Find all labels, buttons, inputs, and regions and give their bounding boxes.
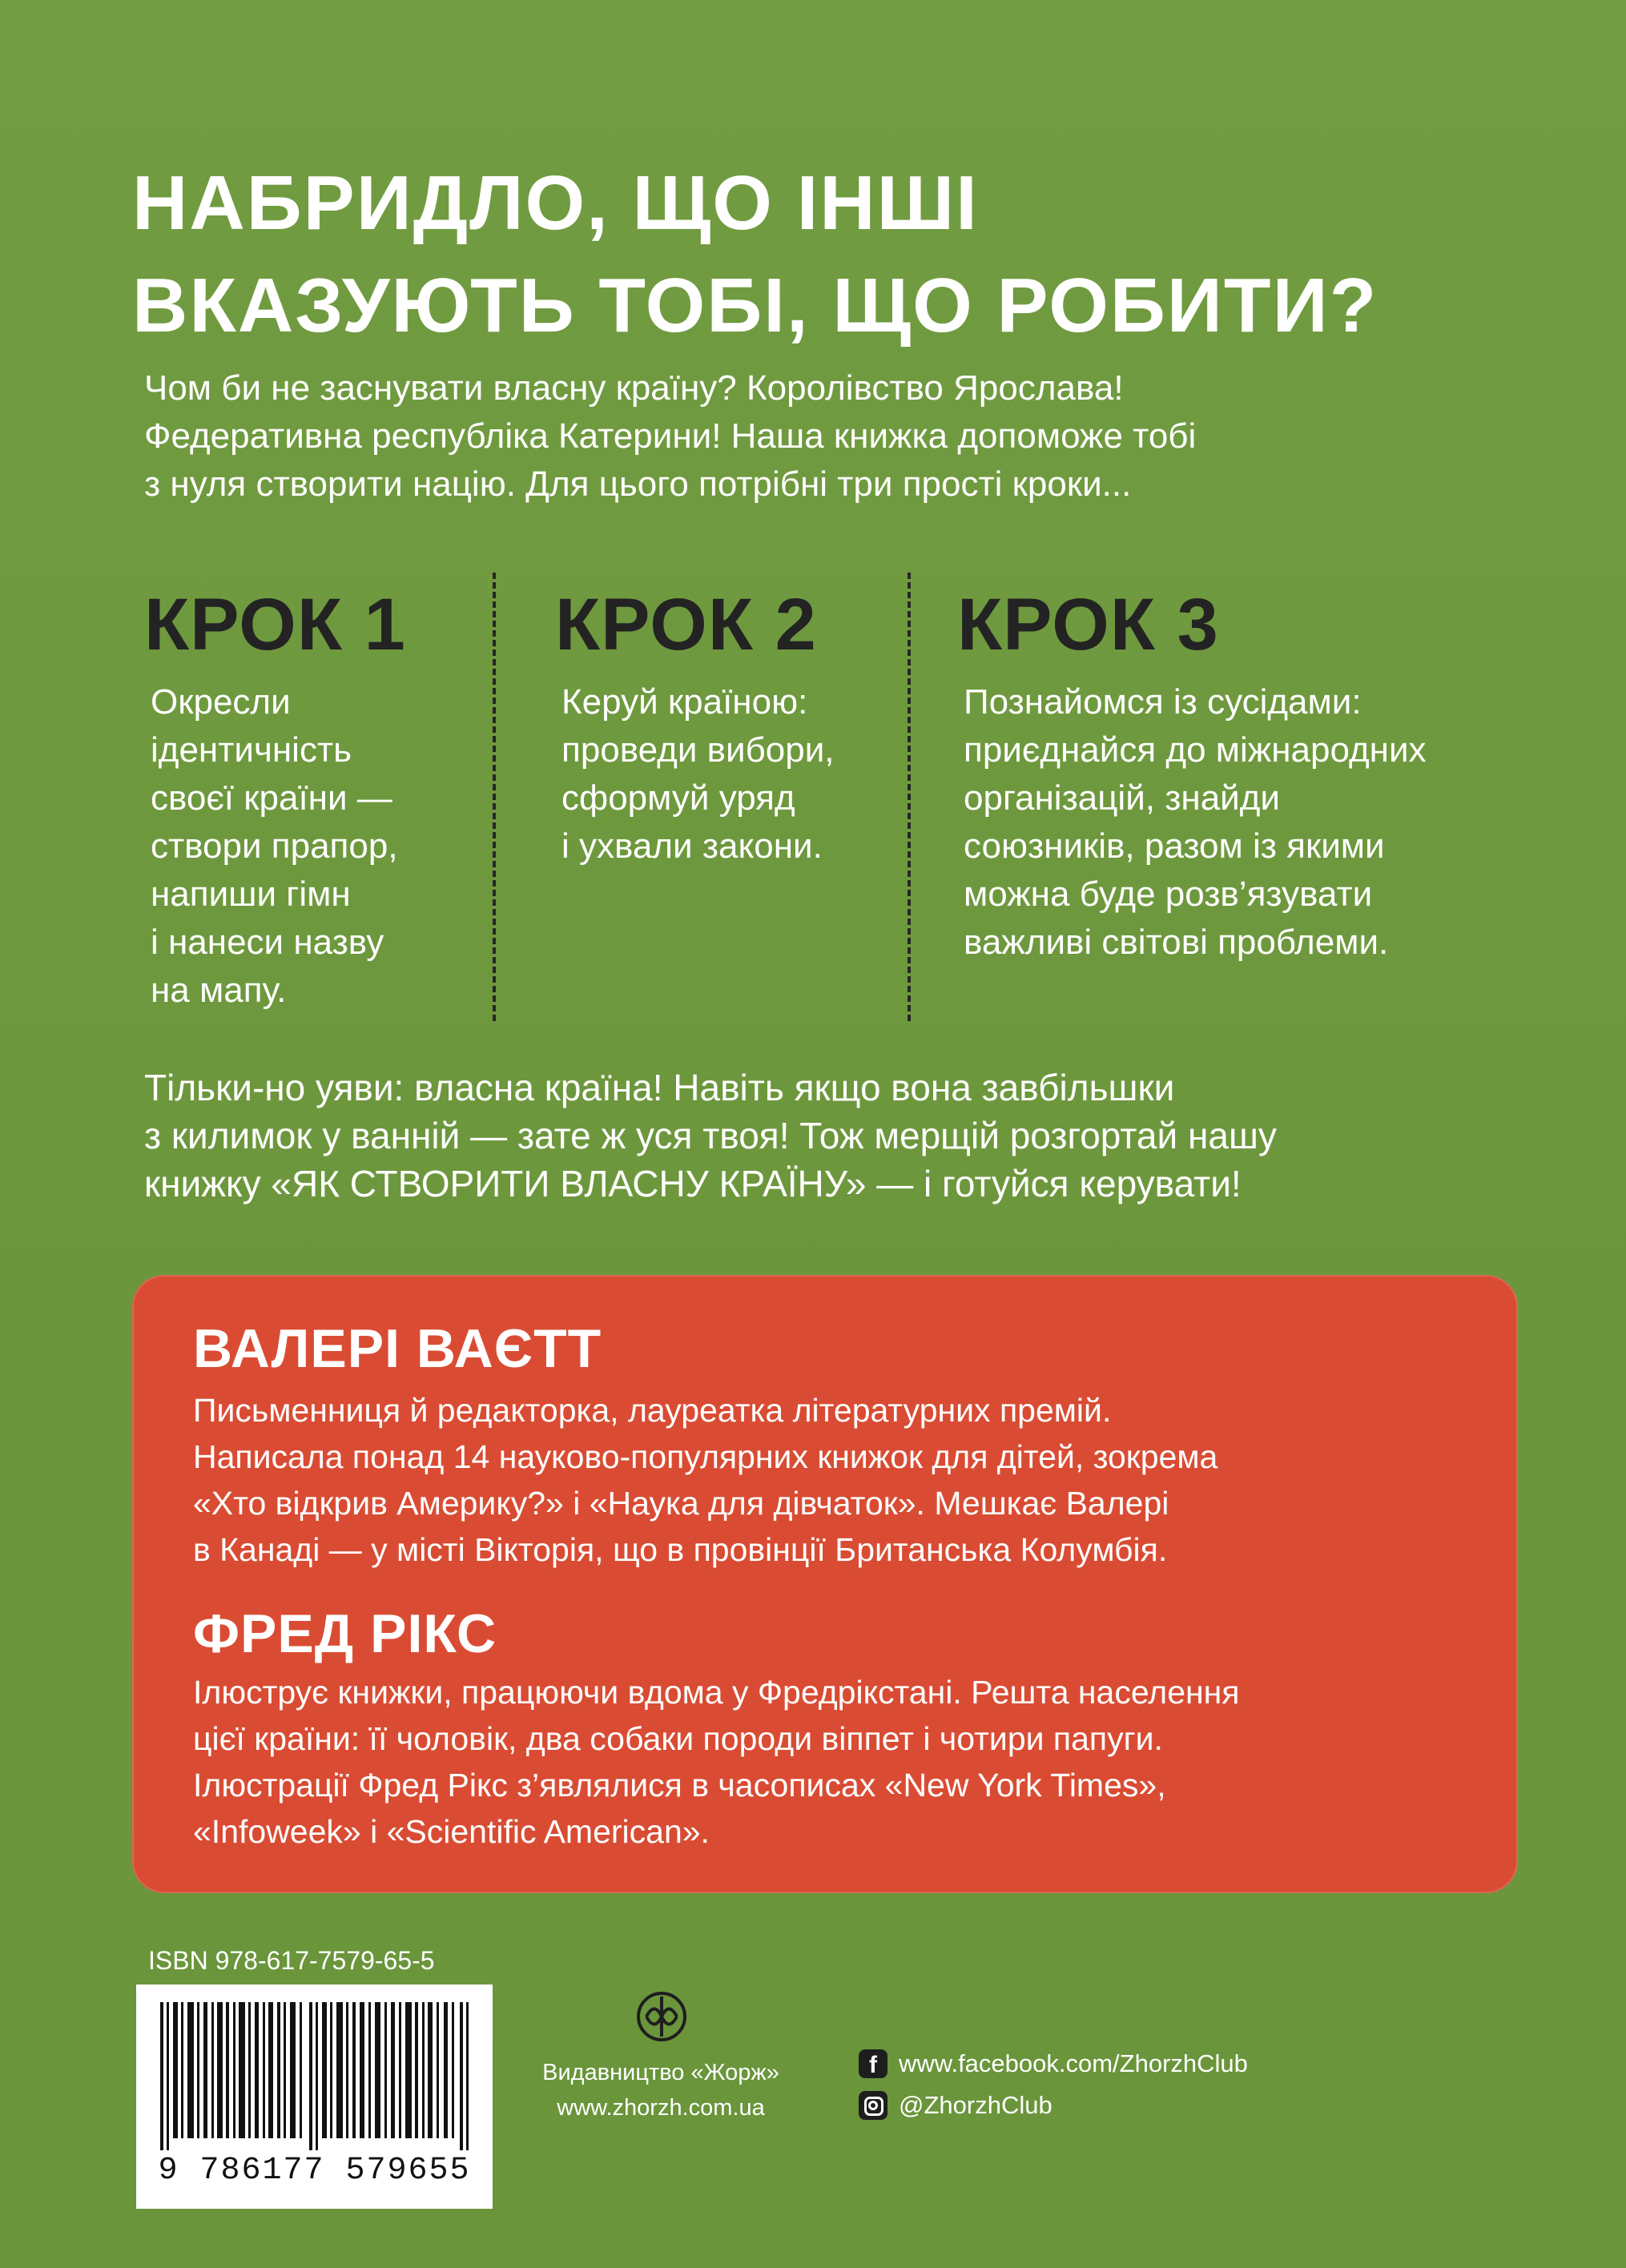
isbn-label: ISBN 978-617-7579-65-5 [148, 1946, 435, 1975]
facebook-glyph: f [869, 2052, 877, 2078]
facebook-row [859, 2048, 1248, 2080]
bio-line: Ілюструє книжки, працюючи вдома у Фредрікстані. Решта населення [193, 1674, 1240, 1711]
barcode-digits: 9 786177 579655 [158, 2153, 471, 2189]
author-bio-fred [193, 1669, 1507, 1855]
facebook-link: www.facebook.com/ZhorzhClub [899, 2049, 1248, 2077]
facebook-icon [859, 2049, 887, 2078]
closing-line: Тільки-но уяви: власна країна! Навіть якщо вона завбільшки [144, 1067, 1175, 1108]
instagram-icon [859, 2091, 887, 2120]
step-divider-2 [908, 573, 911, 1021]
step-line: Окресли [151, 682, 291, 722]
step-line: створи прапор, [151, 826, 398, 866]
step-line: організацій, знайди [964, 778, 1280, 818]
step-line: своєї країни — [151, 778, 392, 818]
publisher-website: www.zhorzh.com.ua [557, 2095, 765, 2121]
authors-panel [132, 1275, 1518, 1893]
step-line: і нанеси назву [151, 923, 384, 962]
bio-line: «Хто відкрив Америку?» і «Наука для дівчаток». Мешкає Валері [193, 1485, 1169, 1522]
instagram-row [859, 2089, 1052, 2121]
step-line: на мапу. [151, 971, 287, 1010]
bio-line: Написала понад 14 науково-популярних книжок для дітей, зокрема [193, 1438, 1218, 1475]
bio-line: Ілюстрації Фред Рікс з’являлися в часописах «New York Times», [193, 1767, 1166, 1804]
closing-paragraph [144, 1064, 1570, 1208]
step-3 [957, 581, 1582, 967]
step-2 [555, 581, 924, 871]
closing-line: з килимок у ванній — зате ж уся твоя! Тож мерщій розгортай нашу [144, 1115, 1277, 1156]
headline-line: ВКАЗУЮТЬ ТОБІ, ЩО РОБИТИ? [132, 263, 1378, 348]
step-3-text [964, 678, 1582, 967]
step-line: Керуй країною: [561, 682, 808, 722]
bio-line: цієї країни: її чоловік, два собаки породи віппет і чотири папуги. [193, 1720, 1163, 1757]
step-line: проведи вибори, [561, 730, 835, 770]
step-line: Познайомся із сусідами: [964, 682, 1362, 722]
headline [132, 152, 1574, 357]
instagram-handle: @ZhorzhClub [899, 2091, 1052, 2119]
intro-paragraph [144, 364, 1554, 509]
step-line: можна буде розв’язувати [964, 875, 1373, 914]
headline-line: НАБРИДЛО, ЩО ІНШІ [132, 160, 979, 246]
step-2-title: КРОК 2 [555, 584, 817, 666]
intro-line: Чом би не заснувати власну країну? Королівство Ярослава! [144, 368, 1124, 408]
step-line: союзників, разом із якими [964, 826, 1385, 866]
step-line: приєднайся до міжнародних [964, 730, 1427, 770]
step-line: ідентичність [151, 730, 352, 770]
step-1 [144, 581, 545, 1015]
step-2-text [561, 678, 924, 871]
step-1-title: КРОК 1 [144, 584, 406, 666]
barcode-bars [155, 2002, 476, 2150]
author-bio-valerie [193, 1387, 1507, 1573]
step-1-text [151, 678, 545, 1015]
closing-line: книжку «ЯК СТВОРИТИ ВЛАСНУ КРАЇНУ» — і готуйся керувати! [144, 1163, 1242, 1204]
step-line: важливі світові проблеми. [964, 923, 1389, 962]
intro-line: Федеративна республіка Катерини! Наша книжка допоможе тобі [144, 416, 1197, 456]
author-name-valerie: ВАЛЕРІ ВАЄТТ [193, 1318, 602, 1379]
step-line: напиши гімн [151, 875, 351, 914]
publisher-name: Видавництво «Жорж» [542, 2060, 779, 2085]
author-name-fred: ФРЕД РІКС [193, 1603, 497, 1664]
step-line: сформуй уряд [561, 778, 795, 818]
publisher-logo-icon [635, 1990, 688, 2047]
intro-line: з нуля створити націю. Для цього потрібні три прості кроки... [144, 464, 1132, 504]
bio-line: в Канаді — у місті Вікторія, що в провінції Британська Колумбія. [193, 1531, 1168, 1568]
step-3-title: КРОК 3 [957, 584, 1219, 666]
bio-line: Письменниця й редакторка, лауреатка літературних премій. [193, 1392, 1112, 1429]
instagram-lens [868, 2101, 878, 2110]
barcode [136, 1984, 493, 2209]
step-line: і ухвали закони. [561, 826, 823, 866]
bio-line: «Infoweek» і «Scientific American». [193, 1813, 710, 1850]
step-divider-1 [493, 573, 496, 1021]
